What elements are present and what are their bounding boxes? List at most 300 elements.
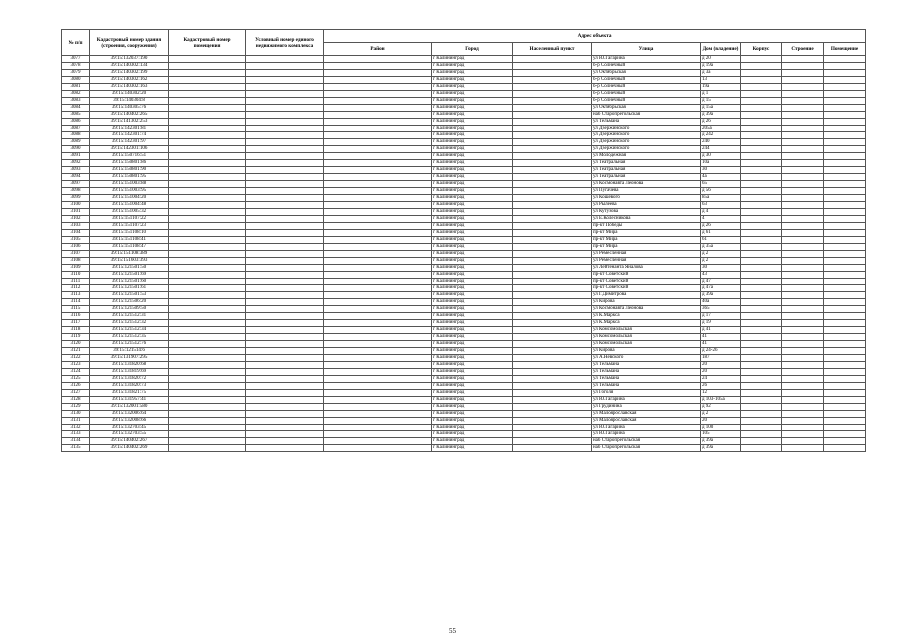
cell-settlement <box>513 327 592 334</box>
cell-room-cadastral <box>169 132 246 139</box>
cell-complex <box>246 306 324 313</box>
cell-house: 30 <box>701 264 741 271</box>
cell-room-cadastral <box>169 76 246 83</box>
table-row <box>62 354 866 361</box>
table-row <box>62 62 866 69</box>
cell-house: д 4 <box>701 208 741 215</box>
cell-region <box>324 334 432 341</box>
cell-building <box>782 313 824 320</box>
cell-city: г Калининград <box>432 396 513 403</box>
cell-cadastral: 39:15:151005:32 <box>90 208 169 215</box>
cell-cadastral: 39:15:151108:10 <box>90 229 169 236</box>
cell-house: д 41 <box>701 327 741 334</box>
cell-house: д 35а <box>701 243 741 250</box>
cell-cadastral: 39:15:121512:35 <box>90 334 169 341</box>
cell-room <box>824 104 866 111</box>
cell-num: 3094 <box>62 174 90 181</box>
cell-street: ул Кошевого <box>592 195 701 202</box>
cell-room-cadastral <box>169 417 246 424</box>
cell-region <box>324 174 432 181</box>
table-row <box>62 299 866 306</box>
cell-room <box>824 320 866 327</box>
cell-korpus <box>741 62 782 69</box>
cell-room-cadastral <box>169 285 246 292</box>
table-row <box>62 153 866 160</box>
cell-city: г Калининград <box>432 97 513 104</box>
cell-num: 3078 <box>62 62 90 69</box>
cell-building <box>782 160 824 167</box>
cell-settlement <box>513 167 592 174</box>
cell-room <box>824 76 866 83</box>
cell-num: 3103 <box>62 222 90 229</box>
cell-num: 3131 <box>62 417 90 424</box>
cell-room <box>824 56 866 63</box>
cell-room-cadastral <box>169 139 246 146</box>
cell-complex <box>246 90 324 97</box>
cell-house: д 39а <box>701 111 741 118</box>
cell-room-cadastral <box>169 278 246 285</box>
cell-num: 3087 <box>62 125 90 132</box>
cell-korpus <box>741 174 782 181</box>
cell-city: г Калининград <box>432 222 513 229</box>
cell-settlement <box>513 222 592 229</box>
cell-room <box>824 208 866 215</box>
cell-complex <box>246 174 324 181</box>
cell-building <box>782 83 824 90</box>
cell-house: д 26 <box>701 118 741 125</box>
cell-settlement <box>513 229 592 236</box>
cell-korpus <box>741 132 782 139</box>
cell-street: б-р Солнечный <box>592 76 701 83</box>
cell-region <box>324 389 432 396</box>
cell-city: г Калининград <box>432 348 513 355</box>
cell-region <box>324 215 432 222</box>
cell-num: 3109 <box>62 264 90 271</box>
cell-korpus <box>741 111 782 118</box>
cell-korpus <box>741 354 782 361</box>
cell-settlement <box>513 445 592 452</box>
cell-room-cadastral <box>169 236 246 243</box>
cell-house: 26 <box>701 382 741 389</box>
cell-complex <box>246 410 324 417</box>
cell-room-cadastral <box>169 153 246 160</box>
cell-city: г Калининград <box>432 431 513 438</box>
cell-room <box>824 445 866 452</box>
cell-room <box>824 271 866 278</box>
cell-complex <box>246 299 324 306</box>
cell-region <box>324 403 432 410</box>
cell-region <box>324 160 432 167</box>
cell-settlement <box>513 410 592 417</box>
cell-cadastral: 39:15:151108:41 <box>90 236 169 243</box>
cell-house: 43 <box>701 271 741 278</box>
cell-room <box>824 354 866 361</box>
cell-cadastral: 39:15:131957:41 <box>90 396 169 403</box>
cell-complex <box>246 215 324 222</box>
cell-cadastral: 39:15:140402:267 <box>90 438 169 445</box>
cell-street: ул Малоярославская <box>592 410 701 417</box>
cell-num: 3092 <box>62 160 90 167</box>
cell-building <box>782 69 824 76</box>
cell-cadastral: 39:15:141302:253 <box>90 118 169 125</box>
cell-settlement <box>513 361 592 368</box>
cell-settlement <box>513 118 592 125</box>
cell-house: д 24-26 <box>701 348 741 355</box>
cell-city: г Калининград <box>432 257 513 264</box>
cell-street: ул Ремесленная <box>592 257 701 264</box>
cell-room-cadastral <box>169 202 246 209</box>
cell-city: г Калининград <box>432 361 513 368</box>
cell-num: 3097 <box>62 181 90 188</box>
cell-num: 3114 <box>62 299 90 306</box>
cell-building <box>782 306 824 313</box>
cell-settlement <box>513 250 592 257</box>
cell-room <box>824 62 866 69</box>
cell-city: г Калининград <box>432 424 513 431</box>
cell-city: г Калининград <box>432 250 513 257</box>
cell-building <box>782 424 824 431</box>
table-row <box>62 389 866 396</box>
cell-city: г Калининград <box>432 208 513 215</box>
cell-street: ул Рылеева <box>592 202 701 209</box>
cell-region <box>324 236 432 243</box>
cell-region <box>324 264 432 271</box>
cell-room-cadastral <box>169 90 246 97</box>
cell-settlement <box>513 104 592 111</box>
cell-korpus <box>741 83 782 90</box>
cell-building <box>782 56 824 63</box>
cell-korpus <box>741 97 782 104</box>
cell-region <box>324 250 432 257</box>
cell-room <box>824 118 866 125</box>
cell-city: г Калининград <box>432 313 513 320</box>
cell-cadastral: 39:15:140402:265 <box>90 111 169 118</box>
cell-street: пр-кт Мира <box>592 243 701 250</box>
cell-cadastral: 39:15:140302:20 <box>90 90 169 97</box>
cell-house: 240 <box>701 139 741 146</box>
cell-region <box>324 410 432 417</box>
cell-num: 3127 <box>62 389 90 396</box>
cell-region <box>324 132 432 139</box>
cell-korpus <box>741 424 782 431</box>
cell-street: ул Малоярославская <box>592 417 701 424</box>
cell-num: 3102 <box>62 215 90 222</box>
cell-room <box>824 243 866 250</box>
cell-num: 3093 <box>62 167 90 174</box>
cell-complex <box>246 195 324 202</box>
cell-region <box>324 243 432 250</box>
cell-room <box>824 375 866 382</box>
cell-house: 63 <box>701 202 741 209</box>
cell-room <box>824 83 866 90</box>
cell-region <box>324 181 432 188</box>
cell-city: г Калининград <box>432 341 513 348</box>
cell-settlement <box>513 341 592 348</box>
cell-street: ул Комсомольская <box>592 334 701 341</box>
cell-house: д 1 <box>701 90 741 97</box>
cell-region <box>324 69 432 76</box>
table-row <box>62 188 866 195</box>
cell-settlement <box>513 146 592 153</box>
cell-korpus <box>741 146 782 153</box>
property-table <box>61 29 866 452</box>
cell-num: 3081 <box>62 83 90 90</box>
cell-region <box>324 118 432 125</box>
cell-cadastral: 39:15:150716:51 <box>90 153 169 160</box>
cell-cadastral: 39:15:132037:190 <box>90 56 169 63</box>
cell-room-cadastral <box>169 361 246 368</box>
cell-room <box>824 361 866 368</box>
cell-region <box>324 271 432 278</box>
cell-room-cadastral <box>169 438 246 445</box>
cell-building <box>782 403 824 410</box>
cell-room <box>824 278 866 285</box>
cell-city: г Калининград <box>432 69 513 76</box>
table-row <box>62 285 866 292</box>
cell-korpus <box>741 396 782 403</box>
cell-room-cadastral <box>169 215 246 222</box>
cell-region <box>324 292 432 299</box>
cell-house: д 3а <box>701 69 741 76</box>
table-row <box>62 222 866 229</box>
cell-city: г Калининград <box>432 181 513 188</box>
cell-city: г Калининград <box>432 236 513 243</box>
cell-complex <box>246 76 324 83</box>
cell-num: 3083 <box>62 97 90 104</box>
cell-house: д 19 <box>701 320 741 327</box>
cell-house: 19а <box>701 83 741 90</box>
cell-street: ул Комсомольская <box>592 327 701 334</box>
cell-house: д 103-105а <box>701 396 741 403</box>
cell-korpus <box>741 153 782 160</box>
cell-settlement <box>513 348 592 355</box>
cell-room <box>824 167 866 174</box>
cell-room <box>824 146 866 153</box>
cell-korpus <box>741 167 782 174</box>
cell-complex <box>246 292 324 299</box>
cell-building <box>782 146 824 153</box>
cell-city: г Калининград <box>432 111 513 118</box>
cell-cadastral: 39:15:151107:23 <box>90 222 169 229</box>
cell-cadastral: 39:15:140304:8 <box>90 97 169 104</box>
cell-complex <box>246 348 324 355</box>
cell-street: б-р Солнечный <box>592 97 701 104</box>
cell-korpus <box>741 306 782 313</box>
cell-cadastral: 39:15:121501:50 <box>90 264 169 271</box>
table-row <box>62 118 866 125</box>
cell-korpus <box>741 341 782 348</box>
cell-house: 10а <box>701 160 741 167</box>
cell-region <box>324 139 432 146</box>
cell-complex <box>246 132 324 139</box>
cell-house: д 47а <box>701 285 741 292</box>
cell-region <box>324 202 432 209</box>
cell-building <box>782 229 824 236</box>
cell-korpus <box>741 215 782 222</box>
cell-room-cadastral <box>169 431 246 438</box>
cell-complex <box>246 104 324 111</box>
cell-city: г Калининград <box>432 243 513 250</box>
cell-region <box>324 97 432 104</box>
cell-building <box>782 202 824 209</box>
cell-settlement <box>513 160 592 167</box>
cell-room-cadastral <box>169 62 246 69</box>
cell-room-cadastral <box>169 354 246 361</box>
cell-house: 12 <box>701 389 741 396</box>
table-row <box>62 146 866 153</box>
cell-building <box>782 222 824 229</box>
cell-korpus <box>741 382 782 389</box>
cell-region <box>324 111 432 118</box>
cell-house: 65 <box>701 181 741 188</box>
cell-settlement <box>513 90 592 97</box>
cell-house: 20 <box>701 417 741 424</box>
cell-cadastral: 39:15:140302:163 <box>90 83 169 90</box>
cell-room <box>824 222 866 229</box>
cell-num: 3113 <box>62 292 90 299</box>
cell-building <box>782 382 824 389</box>
cell-building <box>782 341 824 348</box>
cell-street: ул Грудинина <box>592 403 701 410</box>
cell-num: 3082 <box>62 90 90 97</box>
cell-building <box>782 445 824 452</box>
cell-cadastral: 39:15:151003:88 <box>90 181 169 188</box>
cell-city: г Калининград <box>432 264 513 271</box>
cell-street: ул Е.Колесникова <box>592 215 701 222</box>
cell-region <box>324 306 432 313</box>
cell-city: г Калининград <box>432 215 513 222</box>
cell-cadastral: 39:15:151108:389 <box>90 250 169 257</box>
cell-building <box>782 438 824 445</box>
cell-complex <box>246 375 324 382</box>
cell-num: 3129 <box>62 403 90 410</box>
cell-korpus <box>741 368 782 375</box>
cell-complex <box>246 229 324 236</box>
cell-complex <box>246 56 324 63</box>
cell-building <box>782 243 824 250</box>
cell-street: б-р Солнечный <box>592 62 701 69</box>
cell-region <box>324 257 432 264</box>
cell-settlement <box>513 56 592 63</box>
cell-complex <box>246 160 324 167</box>
cell-num: 3111 <box>62 278 90 285</box>
cell-building <box>782 278 824 285</box>
cell-street: ул Дзержинского <box>592 139 701 146</box>
cell-street: ул Ремесленная <box>592 250 701 257</box>
cell-room-cadastral <box>169 222 246 229</box>
cell-room-cadastral <box>169 313 246 320</box>
cell-room <box>824 90 866 97</box>
cell-region <box>324 76 432 83</box>
cell-building <box>782 368 824 375</box>
cell-building <box>782 181 824 188</box>
cell-room <box>824 334 866 341</box>
cell-city: г Калининград <box>432 299 513 306</box>
table-row <box>62 243 866 250</box>
table-row <box>62 236 866 243</box>
cell-cadastral: 39:15:151603:393 <box>90 257 169 264</box>
cell-num: 3126 <box>62 382 90 389</box>
cell-cadastral: 39:15:150801:90 <box>90 167 169 174</box>
cell-settlement <box>513 76 592 83</box>
cell-settlement <box>513 313 592 320</box>
cell-room-cadastral <box>169 167 246 174</box>
cell-num: 3107 <box>62 250 90 257</box>
cell-region <box>324 153 432 160</box>
table-row <box>62 132 866 139</box>
cell-building <box>782 264 824 271</box>
cell-room <box>824 125 866 132</box>
cell-korpus <box>741 118 782 125</box>
cell-building <box>782 111 824 118</box>
cell-num: 3112 <box>62 285 90 292</box>
cell-korpus <box>741 236 782 243</box>
cell-city: г Калининград <box>432 125 513 132</box>
cell-num: 3120 <box>62 341 90 348</box>
cell-complex <box>246 264 324 271</box>
cell-building <box>782 375 824 382</box>
cell-cadastral: 39:15:131820:72 <box>90 375 169 382</box>
cell-cadastral: 39:15:142301:106 <box>90 146 169 153</box>
cell-building <box>782 257 824 264</box>
cell-room <box>824 153 866 160</box>
cell-complex <box>246 125 324 132</box>
cell-street: ул Театральная <box>592 174 701 181</box>
cell-num: 3089 <box>62 139 90 146</box>
cell-region <box>324 167 432 174</box>
cell-house: 13 <box>701 76 741 83</box>
cell-complex <box>246 285 324 292</box>
cell-street: наб Старопрегольская <box>592 438 701 445</box>
cell-house: 205а <box>701 125 741 132</box>
table-row <box>62 76 866 83</box>
cell-room-cadastral <box>169 410 246 417</box>
cell-cadastral: 39:15:150801:95 <box>90 174 169 181</box>
table-row <box>62 396 866 403</box>
cell-house: д 242 <box>701 132 741 139</box>
cell-house: 4а <box>701 174 741 181</box>
cell-room <box>824 438 866 445</box>
cell-cadastral: 39:15:151108:47 <box>90 243 169 250</box>
cell-city: г Калининград <box>432 229 513 236</box>
cell-room <box>824 417 866 424</box>
cell-city: г Калининград <box>432 320 513 327</box>
cell-korpus <box>741 222 782 229</box>
cell-room <box>824 69 866 76</box>
cell-city: г Калининград <box>432 118 513 125</box>
cell-house: д 56 <box>701 188 741 195</box>
cell-room-cadastral <box>169 375 246 382</box>
cell-building <box>782 320 824 327</box>
cell-room-cadastral <box>169 348 246 355</box>
cell-building <box>782 354 824 361</box>
cell-house: 24 <box>701 375 741 382</box>
cell-korpus <box>741 431 782 438</box>
cell-num: 3121 <box>62 348 90 355</box>
cell-complex <box>246 83 324 90</box>
header-complex: Условный номер единого недвижимого комплекса <box>246 30 324 56</box>
cell-street: ул Кутузова <box>592 208 701 215</box>
cell-region <box>324 188 432 195</box>
cell-house: д 47 <box>701 278 741 285</box>
cell-building <box>782 90 824 97</box>
cell-region <box>324 361 432 368</box>
cell-street: пр-кт Мира <box>592 236 701 243</box>
table-row <box>62 403 866 410</box>
cell-cadastral: 39:15:142301:97 <box>90 139 169 146</box>
cell-korpus <box>741 56 782 63</box>
table-row <box>62 424 866 431</box>
